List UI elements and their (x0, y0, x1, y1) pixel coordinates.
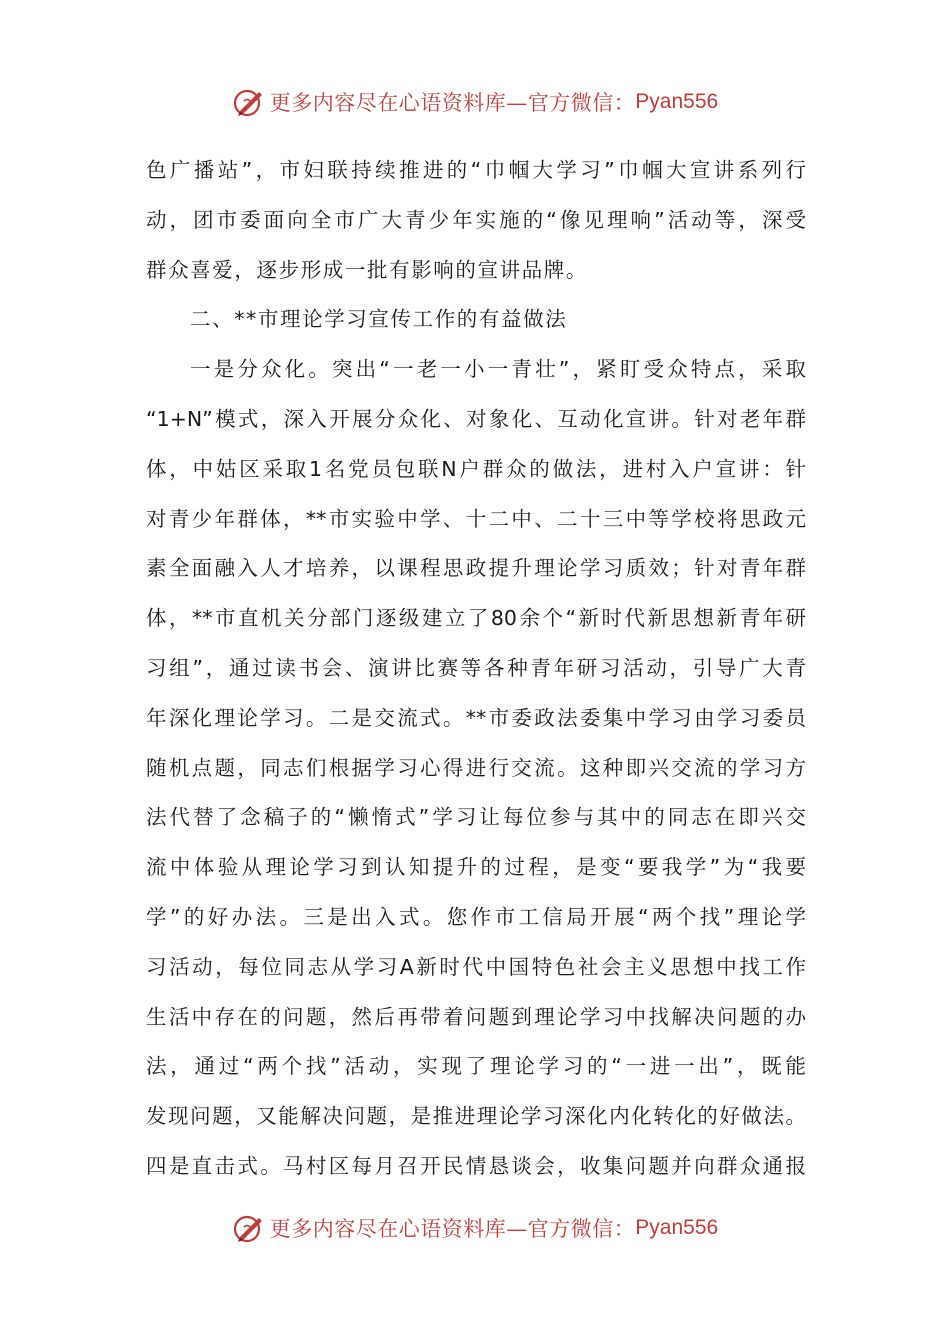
text-line: 群众喜爱，逐步形成一批有影响的宣讲品牌。 (146, 257, 588, 282)
text-line: 学”的好办法。三是出入式。您作市工信局开展“两个找”理论学 (146, 904, 806, 929)
header-watermark-banner (0, 82, 950, 122)
text-line: 素全面融入人才培养，以课程思政提升理论学习质效；针对青年群 (146, 556, 806, 581)
section-heading: 二、**市理论学习宣传工作的有益做法 (190, 307, 568, 332)
text-line: 年深化理论学习。二是交流式。**市委政法委集中学习由学习委员 (146, 705, 806, 730)
pen-logo-icon (232, 1211, 266, 1245)
text-line: 一是分众化。突出“一老一小一青壮”，紧盯受众特点，采取 (190, 357, 806, 382)
text-line: 对青少年群体，**市实验中学、十二中、二十三中等学校将思政元 (146, 506, 806, 531)
watermark-text: 更多内容尽在心语资料库—官方微信： (269, 1217, 636, 1241)
text-line: 生活中存在的问题，然后再带着问题到理论学习中找解决问题的办 (146, 1004, 806, 1029)
text-line: 体，中姑区采取1名党员包联N户群众的做法，进村入户宣讲：针 (146, 456, 806, 481)
text-line: 色广播站”，市妇联持续推进的“巾帼大学习”巾帼大宣讲系列行 (146, 158, 806, 182)
text-line: 体，**市直机关分部门逐级建立了80余个“新时代新思想新青年研 (146, 606, 806, 631)
text-line: 习活动，每位同志从学习A新时代中国特色社会主义思想中找工作 (146, 954, 806, 979)
text-line: 法，通过“两个找”活动，实现了理论学习的“一进一出”，既能 (146, 1054, 806, 1079)
text-line: 流中体验从理论学习到认知提升的过程，是变“要我学”为“我要 (146, 855, 806, 880)
text-line: 习组”，通过读书会、演讲比赛等各种青年研习活动，引导广大青 (146, 655, 806, 680)
footer-watermark-banner (0, 1208, 950, 1248)
text-line: 四是直击式。马村区每月召开民情恳谈会，收集问题并向群众通报 (146, 1153, 806, 1178)
pen-logo-icon (232, 85, 266, 119)
watermark-wechat-id: Pyan556 (635, 1216, 719, 1239)
text-line: 发现问题，又能解决问题，是推进理论学习深化内化转化的好做法。 (146, 1104, 806, 1129)
text-line: 动，团市委面向全市广大青少年实施的“像见理响”活动等，深受 (146, 207, 806, 232)
watermark-text: 更多内容尽在心语资料库—官方微信： (269, 91, 636, 115)
text-line: “1+N”模式，深入开展分众化、对象化、互动化宣讲。针对老年群 (146, 406, 806, 431)
text-line: 法代替了念稿子的“懒惰式”学习让每位参与其中的同志在即兴交 (146, 805, 806, 830)
watermark-wechat-id: Pyan556 (635, 90, 719, 113)
document-body (146, 150, 806, 1196)
text-line: 随机点题，同志们根据学习心得进行交流。这种即兴交流的学习方 (146, 755, 806, 780)
